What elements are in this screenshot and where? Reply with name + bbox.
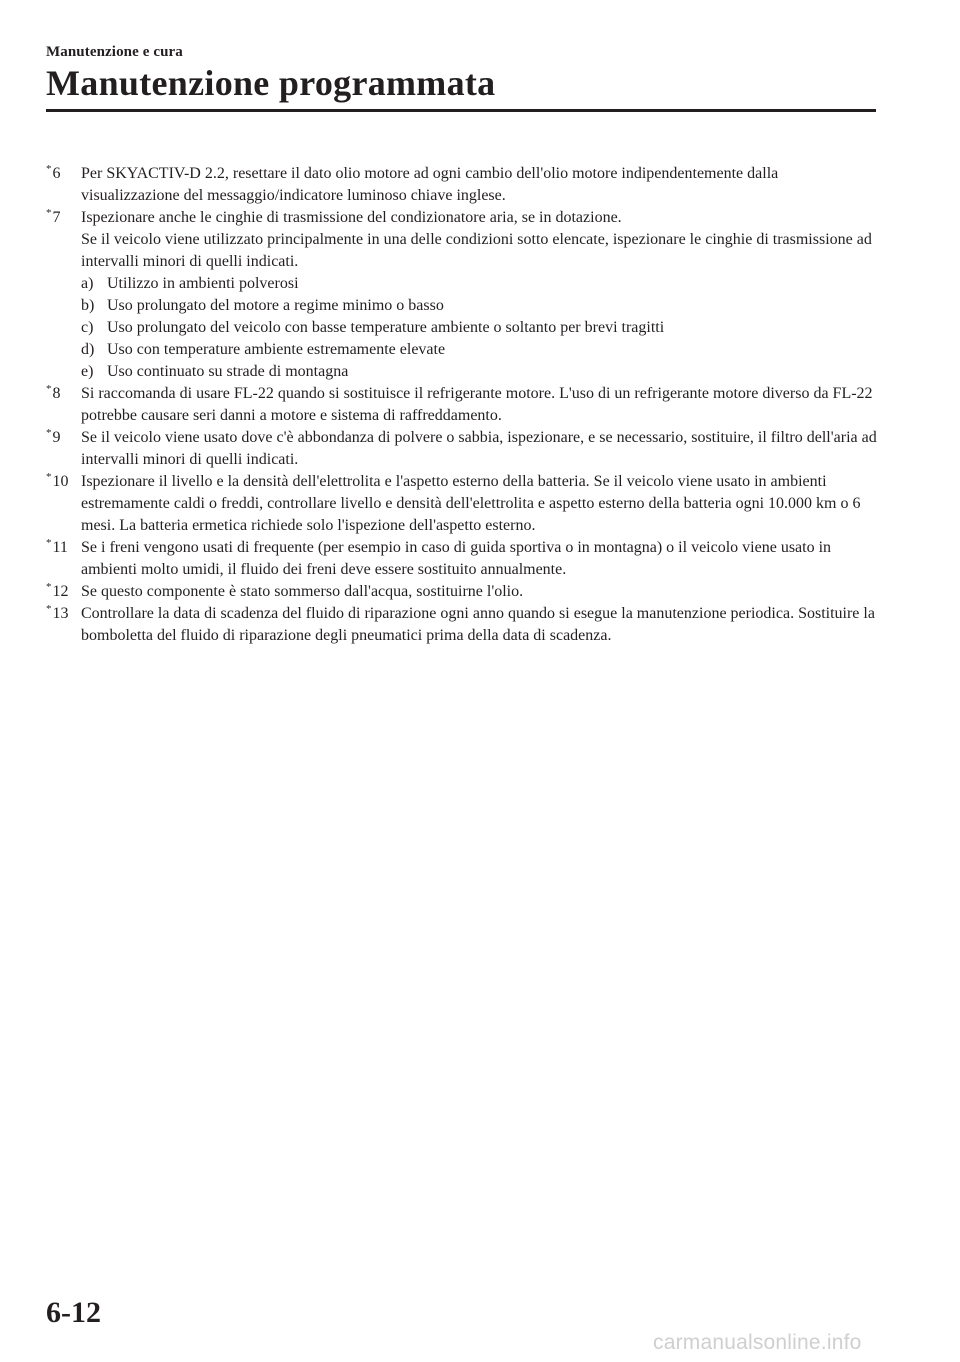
footnote-text: Per SKYACTIV-D 2.2, resettare il dato olio motore ad ogni cambio dell'olio motore indipendentemente dalla visualizzazione del messaggio/indicatore luminoso chiave inglese. [81,165,779,204]
footnote-6 [46,163,880,207]
footnote-text: Si raccomanda di usare FL-22 quando si sostituisce il refrigerante motore. L'uso di un refrigerante motore diverso da FL-22 potrebbe causare seri danni a motore e sistema di raffreddamento. [81,385,873,424]
footnote-12 [46,581,880,603]
footnote-marker: *9 [46,427,61,446]
list-item: b) Uso prolungato del motore a regime minimo o basso [81,297,444,314]
page-number: 6-12 [46,1296,101,1329]
footnote-marker: *12 [46,581,69,600]
footnote-marker: *13 [46,603,69,622]
footnote-text-continued: Se il veicolo viene utilizzato principalmente in una delle condizioni sotto elencate, ispezionare le cinghie di trasmissione ad intervalli minori di quelli indicati. [81,231,872,270]
condition-list [81,273,880,383]
page-title: Manutenzione programmata [46,63,496,103]
footnote-8 [46,383,880,427]
footnote-marker: *11 [46,537,68,556]
list-item: a) Utilizzo in ambienti polverosi [81,275,299,292]
footnote-marker: *6 [46,163,61,182]
asterisk: * [46,581,52,593]
asterisk: * [46,383,52,395]
footnote-text: Se i freni vengono usati di frequente (per esempio in caso di guida sportiva o in montagna) o il veicolo viene usato in ambienti molto umidi, il fluido dei freni deve essere sostituito annualmente. [81,539,832,578]
footnote-10 [46,471,880,537]
footnote-11 [46,537,880,581]
footnote-7 [46,207,880,383]
footnote-text: Se il veicolo viene usato dove c'è abbondanza di polvere o sabbia, ispezionare, e se necessario, sostituire, il filtro dell'aria ad intervalli minori di quelli indicati. [81,429,877,468]
section-label: Manutenzione e cura [46,44,183,60]
asterisk: * [46,427,52,439]
asterisk: * [46,207,52,219]
footnote-13 [46,603,880,647]
watermark-link[interactable]: carmanualsonline.info [653,1331,862,1354]
footnote-marker: *10 [46,471,69,490]
footnote-9 [46,427,880,471]
asterisk: * [46,163,52,175]
title-rule [46,109,876,112]
footnote-text: Se questo componente è stato sommerso dall'acqua, sostituirne l'olio. [81,583,524,600]
asterisk: * [46,537,52,549]
footnote-text: Controllare la data di scadenza del fluido di riparazione ogni anno quando si esegue la manutenzione periodica. Sostituire la bomboletta del fluido di riparazione degli pneumatici prima della data di scadenza. [81,605,875,644]
list-item: c) Uso prolungato del veicolo con basse temperature ambiente o soltanto per brevi tragitti [81,319,665,336]
footnote-marker: *7 [46,207,61,226]
asterisk: * [46,603,52,615]
list-item: d) Uso con temperature ambiente estremamente elevate [81,341,446,358]
asterisk: * [46,471,52,483]
footnotes-list [46,163,880,647]
footnote-text: Ispezionare anche le cinghie di trasmissione del condizionatore aria, se in dotazione. [81,209,622,226]
list-item: e) Uso continuato su strade di montagna [81,363,349,380]
footnote-marker: *8 [46,383,61,402]
footnote-text: Ispezionare il livello e la densità dell'elettrolita e l'aspetto esterno della batteria. Se il veicolo viene usato in ambienti estremamente caldi o freddi, controllare livello e densità dell'elettrolita e aspetto esterno della batteria ogni 10.000 km o 6 mesi. La batteria ermetica richiede solo l'ispezione dell'aspetto esterno. [81,473,861,534]
